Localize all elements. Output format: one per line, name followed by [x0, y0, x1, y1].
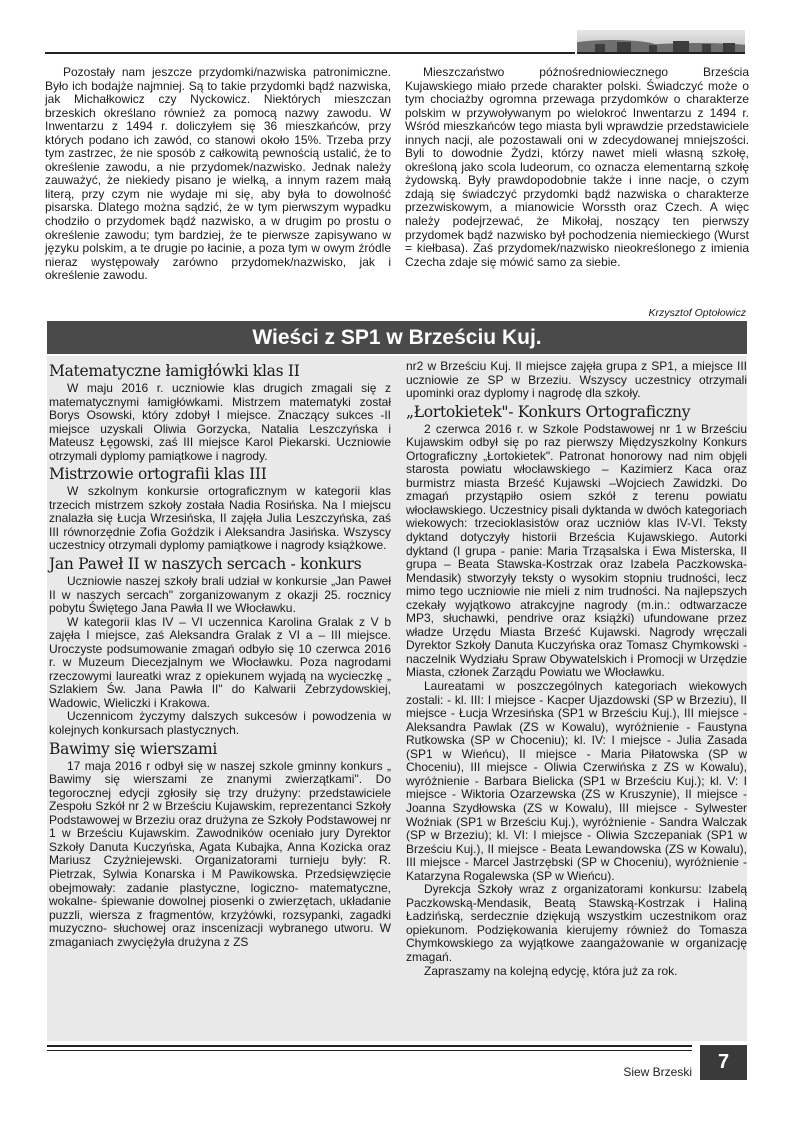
section-paragraph: W szkolnym konkursie ortograficznym w kategorii klas trzecich mistrzem szkoły została Nadia Rosińska. Na I miejscu znalazła się Łucja Wrzesińska, II zajęła Julia Leszczyńska, zaś III równorzędnie Zofia Goździk i Aleksandra Jasińska. Wszyscy uczestnicy otrzymali dyplomy pamiątkowe i nagrody książkowe.	[49, 484, 391, 553]
footer-rule	[47, 1045, 692, 1047]
footer-rule-thin	[47, 1050, 692, 1051]
section-paragraph: Zapraszamy na kolejną edycję, która już za rok.	[424, 963, 678, 978]
section-heading: Jan Paweł II w naszych sercach - konkurs	[49, 555, 362, 574]
header-rule	[45, 52, 575, 54]
news-right-column	[406, 360, 747, 978]
section-heading: Mistrzowie ortografii klas III	[49, 465, 267, 484]
article-left-column	[45, 66, 391, 283]
section-paragraph: Dyrekcja Szkoły wraz z organizatorami konkursu: Izabelą Paczkowską-Mendasik, Beatą Stawską-Kostrzak i Haliną Ładzińską, serdecznie dziękują wszystkim uczestnikom oraz opiekunom. Podziękowania kierujemy również do Tomasza Chymkowskiego za wyjątkowe zaangażowanie w organizację zmagań.	[406, 882, 747, 964]
article-paragraph: Pozostały nam jeszcze przydomki/nazwiska patronimiczne. Było ich bodajże najmniej. Są to takie przydomki bądź nazwiska, jak Michałkowicz czy Nyckowicz. Niektórych mieszczan brzeskich określano również za pomocą nazwy zawodu. W Inwentarzu z 1494 r. doliczyłem się 36 mieszkańców, przy których podano ich zawód, co stanowi około 15%. Trzeba przy tym zastrzec, że nie sposób z całkowitą pewnością ustalić, że to określenie zawodu, a nie przydomek/nazwisko. Jednak należy zauważyć, że niekiedy pisano je wielką, a innym razem małą literą, przy czym nie wydaje mi się, aby była to dowolność pisarska. Dlatego można sądzić, że w tym pierwszym wypadku chodziło o przydomek bądź nazwisko, a w drugim po prostu o określenie zawodu; tym bardziej, że te pierwsze zapisywano w języku polskim, a te drugie po łacinie, a poza tym w owym źródle nieraz występowały zarówno przydomek/nazwisko, jak i określenie zawodu.	[45, 65, 391, 283]
section-paragraph: 17 maja 2016 r odbył się w naszej szkole gminny konkurs „ Bawimy się wierszami ze znanymi zwierzątkami". Do tegorocznej edycji zgłosiły się trzy drużyny: przedstawiciele Zespołu Szkół nr 2 w Brześciu Kujawskim, reprezentanci Szkoły Podstawowej w Brzeziu oraz drużyna ze Szkoły Podstawowej nr 1 w Brześciu Kujawskim. Zawodników oceniało jury Dyrektor Szkoły Danuta Kuczyńska, Agata Kubajka, Anna Kozicka oraz Mariusz Czyżniejewski. Organizatorami turnieju były: R. Pietrzak, Sylwia Konarska i M Pawikowska. Przedsięwzięcie obejmowały: zadanie plastyczne, logiczno- matematyczne, wokalne- śpiewanie dowolnej piosenki o zwierzętach, układanie puzzli, wiersza z fragmentów, krzyżówki, rozsypanki, zagadki muzyczno- słuchowej oraz inscenizacji wybranego utworu. W zmaganiach zwyciężyła drużyna z ZS	[49, 758, 391, 949]
news-left-column	[47, 360, 391, 949]
article-author: Krzysztof Optołowicz	[648, 307, 746, 319]
town-panorama-image	[577, 30, 745, 54]
section-paragraph: 2 czerwca 2016 r. w Szkole Podstawowej nr 1 w Brześciu Kujawskim odbył się po raz pierwszy Międzyszkolny Konkurs Ortograficzny „Łortokietek". Patronat honorowy nad nim objęli starosta powiatu włocławskiego – Kazimierz Kaca oraz burmistrz miasta Brześć Kujawski –Wojciech Zawidzki. Do zmagań przystąpiło osiem szkół z terenu powiatu włocławskiego. Uczestnicy pisali dyktanda w dwóch kategoriach wiekowych: trzecioklasistów oraz uczniów klas IV-VI. Teksty dyktand dotyczyły historii Brześcia Kujawskiego. Autorki dyktand (I grupa - panie: Maria Trząsalska i Ewa Misterska, II grupa – Beata Stawska-Kostrzak oraz Izabela Paczkowska-Mendasik) stworzyły teksty o wysokim stopniu trudności, lecz mimo tego uczniowie nie mieli z nim trudności. Na najlepszych czekały wyjątkowo atrakcyjne nagrody (m.in.: odtwarzacze MP3, słuchawki, pendrive oraz książki) ufundowane przez władze Urzędu Miasta Brześć Kujawski. Nagrody wręczali Dyrektor Szkoły Danuta Kuczyńska oraz Tomasz Chymkowski - naczelnik Wydziału Spraw Obywatelskich i Promocji w Urzędzie Miasta, członek Zarządu Powiatu we Włocławku.	[406, 421, 747, 680]
section-banner: Wieści z SP1 w Brześciu Kuj.	[47, 321, 747, 354]
section-paragraph: W kategorii klas IV – VI uczennica Karolina Gralak z V b zajęła I miejsce, zaś Aleksandra Gralak z VI a – III miejsce. Uroczyste podsumowanie zmagań odbyło się 10 czerwca 2016 r. w Muzeum Diecezjalnym we Włocławku. Poza nagrodami rzeczowymi laureatki wraz z opiekunem wyjadą na wycieczkę „ Szlakiem Św. Jana Pawła II" do Kalwarii Zebrzydowskiej, Wadowic, Wieliczki i Krakowa.	[49, 614, 391, 710]
article-paragraph: Mieszczaństwo późnośredniowiecznego Brześcia Kujawskiego miało przede charakter polski. Świadczyć może o tym chociażby ogromna przewaga przydomków o charakterze polskim w przywoływanym po wielokroć Inwentarzu z 1494 r. Wśród mieszkańców tego miasta byli wprawdzie przedstawiciele innych nacji, ale pozostawali oni w zdecydowanej mniejszości. Byli to dowodnie Żydzi, którzy nawet mieli własną szkołę, określoną jako scola ludeorum, co oznacza elementarną szkołę żydowską. Były prawdopodobnie także i inne nacje, o czym zdają się świadczyć przydomki bądź nazwiska o charakterze przezwiskowym, a mianowicie Worssth oraz Czech. A więc należy podejrzewać, że Mikołaj, noszący ten pierwszy przydomek bądź nazwisko był pochodzenia niemieckiego (Wurst = kiełbasa). Zaś przydomek/nazwisko nieokreślonego z imienia Czecha zdaje się mówić samo za siebie.	[405, 65, 749, 269]
article-right-column	[405, 66, 749, 269]
section-paragraph: W maju 2016 r. uczniowie klas drugich zmagali się z matematycznymi łamigłówkami. Mistrzem matematyki został Borys Osowski, który zdobył I miejsce. Znaczący sukces -II miejsce uzyskali Oliwia Gorzycka, Natalia Leszczyńska i Mateusz Łęgowski, zaś III miejsce Karol Piekarski. Uczniowie otrzymali dyplomy pamiątkowe i nagrody.	[49, 381, 391, 463]
continued-paragraph: nr2 w Brześciu Kuj. II miejsce zajęła grupa z SP1, a miejsce III uczniowie ze SP w Brzeziu. Wszyscy uczestnicy otrzymali upominki oraz dyplomy i nagrodę dla szkoły.	[406, 359, 747, 401]
section-paragraph: Uczennicom życzymy dalszych sukcesów i powodzenia w kolejnych konkursach plastycznych.	[49, 709, 391, 738]
section-heading: Matematyczne łamigłówki klas II	[49, 362, 300, 380]
section-paragraph: Laureatami w poszczególnych kategoriach wiekowych zostali: - kl. III: I miejsce - Kacper Ujazdowski (SP w Brzeziu), II miejsce - Łucja Wrzesińska (SP1 w Brześciu Kuj.), III miejsce - Aleksandra Pawlak (ZS w Kowalu), wyróżnienie - Faustyna Rutkowska (SP w Choceniu); kl. IV: I miejsce - Julia Zasada (SP1 w Wieńcu), II miejsce - Maria Piłatowska (SP w Choceniu), III miejsce - Oliwia Czerwińska z ZS w Kowalu), wyróżnienie - Barbara Bielicka (SP1 w Brześciu Kuj.); kl. V: I miejsce - Wiktoria Ozarzewska (ZS w Kruszynie), II miejsce - Joanna Szydłowska (ZS w Kowalu), III miejsce - Sylwester Woźniak (SP1 w Brześciu Kuj.), wyróżnienie - Sandra Walczak (SP w Brzeziu); kl. VI: I miejsce - Oliwia Szczepaniak (SP1 w Brześciu Kuj.), II miejsce - Beata Lewandowska (ZS w Kowalu), III miejsce - Marcel Jastrzębski (SP w Choceniu), wyróżnienie - Katarzyna Rogalewska (SP w Wieńcu).	[406, 679, 747, 883]
section-heading: „Łortokietek"- Konkurs Ortograficzny	[406, 402, 691, 421]
page-number: 7	[700, 1045, 747, 1080]
section-paragraph: Uczniowie naszej szkoły brali udział w konkursie „Jan Paweł II w naszych sercach" zorganizowanym z okazji 25. rocznicy pobytu Świętego Jana Pawła II we Włocławku.	[49, 574, 391, 616]
publication-name: Siew Brzeski	[623, 1065, 692, 1079]
section-heading: Bawimy się wierszami	[49, 739, 218, 758]
